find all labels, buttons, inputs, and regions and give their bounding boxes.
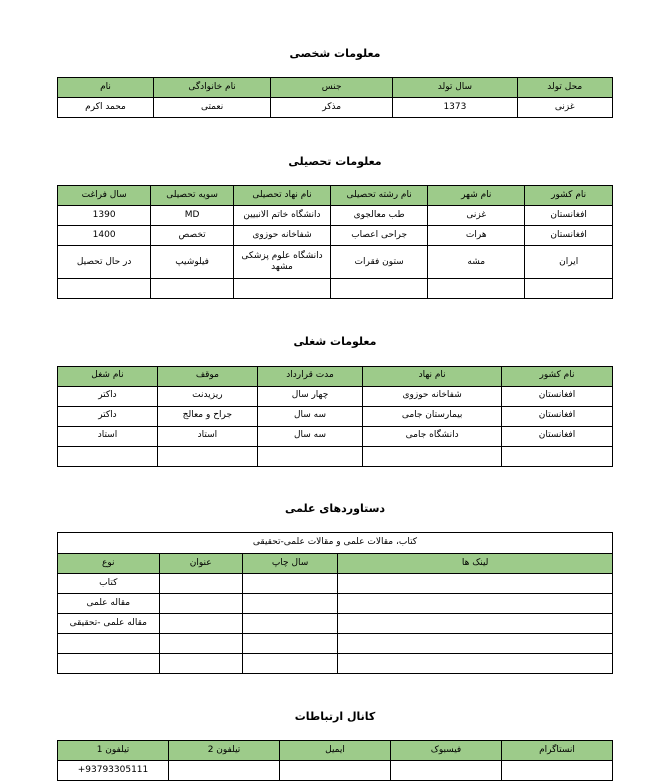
cell-title xyxy=(159,613,242,633)
table-job-information xyxy=(57,366,613,467)
cell-title xyxy=(159,573,242,593)
cell-phone-2 xyxy=(169,760,280,780)
cell-type: کتاب xyxy=(58,573,160,593)
column-header-field: نام رشته تحصیلی xyxy=(331,186,428,206)
column-header-position: موقف xyxy=(157,366,257,386)
column-header-firstname: نام xyxy=(58,78,154,98)
table-row xyxy=(58,246,613,279)
cell-position xyxy=(157,446,257,466)
section-education-information xyxy=(57,155,613,299)
cell-contract-duration xyxy=(257,446,362,466)
cell-job-title: داکتر xyxy=(58,406,158,426)
cell-country: ایران xyxy=(525,246,613,279)
cell-graduation-year xyxy=(58,279,151,299)
cell-links xyxy=(338,593,613,613)
cell-title xyxy=(159,593,242,613)
cell-institution: دانشگاه خاتم الانبیین xyxy=(233,206,330,226)
cell-graduation-year: 1400 xyxy=(58,226,151,246)
cell-type xyxy=(58,633,160,653)
title-gap xyxy=(57,60,613,77)
cell-job-title: استاد xyxy=(58,426,158,446)
cell-country xyxy=(525,279,613,299)
table-scientific-achievements xyxy=(57,532,613,674)
table-row xyxy=(58,760,613,780)
cell-contract-duration: چهار سال xyxy=(257,386,362,406)
table-row xyxy=(58,426,613,446)
cell-country xyxy=(502,446,613,466)
cell-facebook xyxy=(391,760,502,780)
section-title-contact: کانال ارتباطات xyxy=(294,709,376,723)
column-header-publish-year: سال چاپ xyxy=(242,553,337,573)
table-contact-channels xyxy=(57,740,613,781)
column-header-job-title: نام شغل xyxy=(58,366,158,386)
table-education-information xyxy=(57,185,613,299)
table-merged-caption-row xyxy=(58,532,613,553)
column-header-birthplace: محل تولد xyxy=(517,78,612,98)
cell-position: ریزیدنت xyxy=(157,386,257,406)
cell-city: هرات xyxy=(428,226,525,246)
section-scientific-achievements xyxy=(57,502,613,674)
cell-contract-duration: سه سال xyxy=(257,406,362,426)
table-header-row xyxy=(58,740,613,760)
table-personal-information xyxy=(57,77,613,118)
cell-title xyxy=(159,653,242,673)
section-spacer-1 xyxy=(57,118,613,155)
cell-country: افغانستان xyxy=(502,426,613,446)
cell-country: افغانستان xyxy=(502,406,613,426)
cell-firstname: محمد اکرم xyxy=(58,98,154,118)
table-header-row xyxy=(58,78,613,98)
table-row-empty xyxy=(58,446,613,466)
table-row xyxy=(58,206,613,226)
cell-level xyxy=(151,279,234,299)
table-row xyxy=(58,406,613,426)
cell-job-title xyxy=(58,446,158,466)
column-header-facebook: فیسبوک xyxy=(391,740,502,760)
column-header-city: نام شهر xyxy=(428,186,525,206)
section-personal-information xyxy=(57,47,613,118)
column-header-country: نام کشور xyxy=(502,366,613,386)
section-spacer-4 xyxy=(57,674,613,710)
cell-links xyxy=(338,653,613,673)
column-header-lastname: نام خانوادگی xyxy=(154,78,271,98)
column-header-links: لینک ها xyxy=(338,553,613,573)
cell-level: تخصص xyxy=(151,226,234,246)
column-header-type: نوع xyxy=(58,553,160,573)
cell-level: MD xyxy=(151,206,234,226)
cell-publish-year xyxy=(242,593,337,613)
column-header-country: نام کشور xyxy=(525,186,613,206)
cell-institution: دانشگاه علوم پزشکی مشهد xyxy=(233,246,330,279)
cell-gender: مذکر xyxy=(271,98,393,118)
column-header-contract-duration: مدت قرارداد xyxy=(257,366,362,386)
cell-birthplace: غزنی xyxy=(517,98,612,118)
table-row xyxy=(58,613,613,633)
cell-city: غزنی xyxy=(428,206,525,226)
cell-type: مقاله علمی -تحقیقی xyxy=(58,613,160,633)
section-title-personal: معلومات شخصی xyxy=(289,47,381,60)
column-header-level: سویه تحصیلی xyxy=(151,186,234,206)
title-gap xyxy=(57,515,613,532)
cell-email xyxy=(280,760,391,780)
table-row-empty xyxy=(58,633,613,653)
cell-field: طب معالجوی xyxy=(331,206,428,226)
section-title-education: معلومات تحصیلی xyxy=(288,155,382,169)
cell-level: فیلوشیپ xyxy=(151,246,234,279)
column-header-instagram: انستاگرام xyxy=(502,740,613,760)
section-spacer-2 xyxy=(57,299,613,335)
table-row xyxy=(58,593,613,613)
cell-institution xyxy=(233,279,330,299)
cell-organization: دانشگاه جامی xyxy=(363,426,502,446)
cell-birthyear: 1373 xyxy=(393,98,517,118)
cell-contract-duration: سه سال xyxy=(257,426,362,446)
cell-institution: شفاخانه حوزوی xyxy=(233,226,330,246)
section-contact-channels xyxy=(57,710,613,781)
section-title-job: معلومات شغلی xyxy=(293,335,377,349)
column-header-gender: جنس xyxy=(271,78,393,98)
column-header-title: عنوان xyxy=(159,553,242,573)
column-header-organization: نام نهاد xyxy=(363,366,502,386)
cell-graduation-year: در حال تحصیل xyxy=(58,246,151,279)
table-row-empty xyxy=(58,653,613,673)
cell-publish-year xyxy=(242,633,337,653)
cell-organization xyxy=(363,446,502,466)
cell-city: مشه xyxy=(428,246,525,279)
cell-position: جراح و معالج xyxy=(157,406,257,426)
section-title-achievements: دستاوردهای علمی xyxy=(284,501,386,515)
cell-organization: بیمارستان جامی xyxy=(363,406,502,426)
cell-instagram xyxy=(502,760,613,780)
cell-country: افغانستان xyxy=(502,386,613,406)
cell-links xyxy=(338,633,613,653)
column-header-birthyear: سال تولد xyxy=(393,78,517,98)
cell-publish-year xyxy=(242,613,337,633)
column-header-phone-2: تیلفون 2 xyxy=(169,740,280,760)
title-gap xyxy=(57,723,613,740)
cell-field: جراحی اعصاب xyxy=(331,226,428,246)
column-header-email: ایمیل xyxy=(280,740,391,760)
column-header-institution: نام نهاد تحصیلی xyxy=(233,186,330,206)
column-header-phone-1: تیلفون 1 xyxy=(58,740,169,760)
column-header-graduation-year: سال فراغت xyxy=(58,186,151,206)
table-row xyxy=(58,226,613,246)
cell-country: افغانستان xyxy=(525,206,613,226)
cell-title xyxy=(159,633,242,653)
section-spacer-3 xyxy=(57,467,613,502)
section-job-information xyxy=(57,335,613,466)
table-row-empty xyxy=(58,279,613,299)
table-row xyxy=(58,573,613,593)
table-row xyxy=(58,386,613,406)
cell-field: ستون فقرات xyxy=(331,246,428,279)
table-header-row xyxy=(58,366,613,386)
merged-caption-publications: کتاب، مقالات علمی و مقالات علمی-تحقیقی xyxy=(58,532,613,553)
cell-type: مقاله علمی xyxy=(58,593,160,613)
cell-phone-1: +93793305111 xyxy=(58,760,169,780)
title-gap xyxy=(57,168,613,185)
table-row xyxy=(58,98,613,118)
cell-publish-year xyxy=(242,573,337,593)
cell-links xyxy=(338,573,613,593)
cell-field xyxy=(331,279,428,299)
top-spacer xyxy=(57,0,613,47)
cell-graduation-year: 1390 xyxy=(58,206,151,226)
table-header-row xyxy=(58,553,613,573)
cell-country: افغانستان xyxy=(525,226,613,246)
cell-job-title: داکتر xyxy=(58,386,158,406)
title-gap xyxy=(57,349,613,366)
cell-type xyxy=(58,653,160,673)
table-header-row xyxy=(58,186,613,206)
cell-publish-year xyxy=(242,653,337,673)
cell-position: استاد xyxy=(157,426,257,446)
cell-city xyxy=(428,279,525,299)
cell-lastname: نعمتی xyxy=(154,98,271,118)
cell-links xyxy=(338,613,613,633)
cell-organization: شفاخانه حوزوی xyxy=(363,386,502,406)
